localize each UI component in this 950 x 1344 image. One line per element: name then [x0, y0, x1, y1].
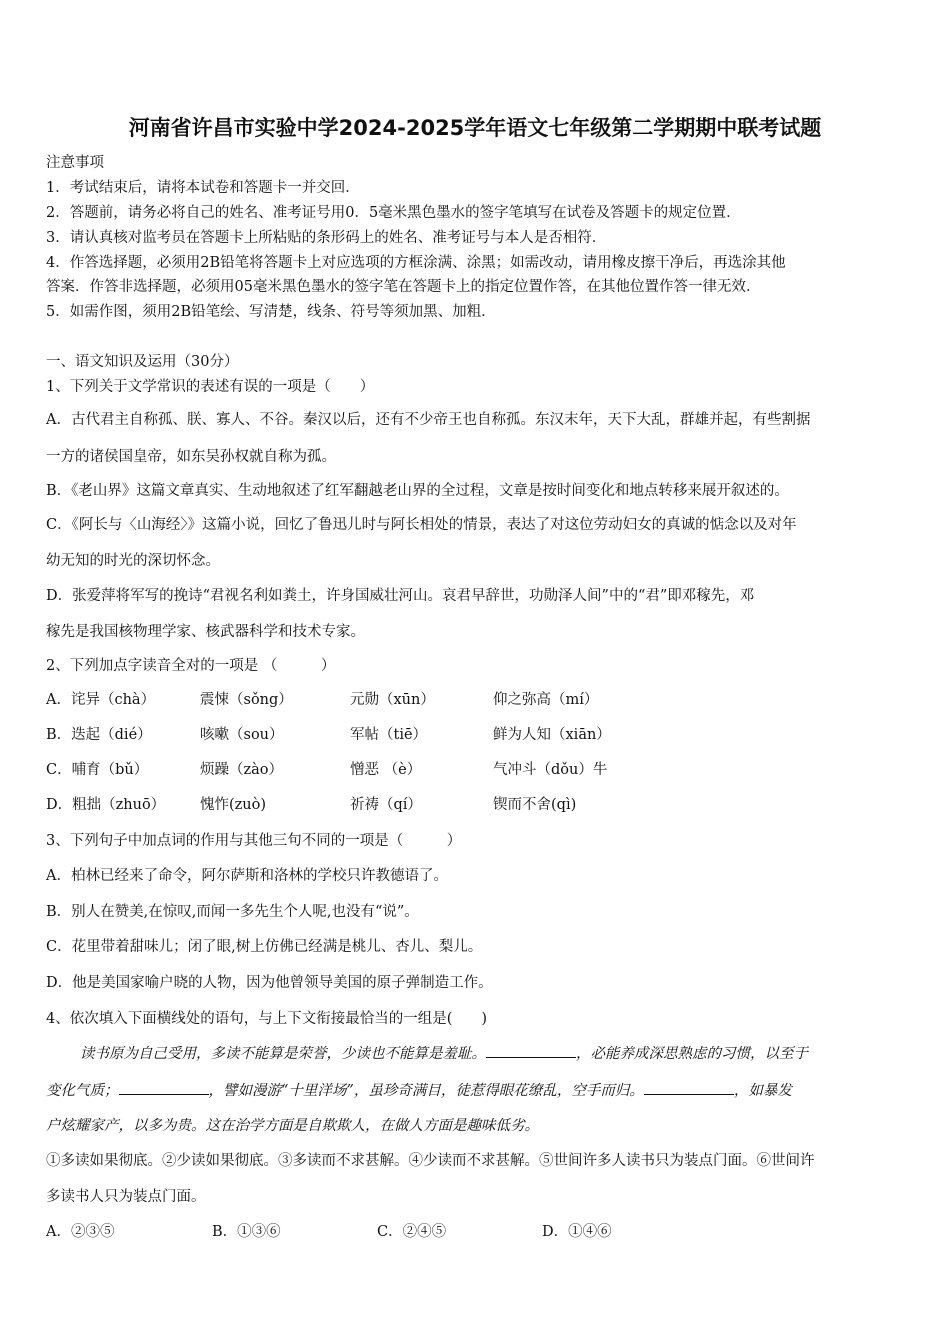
- choice-d: D．①④⑥: [542, 1224, 612, 1240]
- option-cell: 鲜为人知（xiān）: [493, 727, 611, 743]
- notice-item: 1．考试结束后，请将本试卷和答题卡一并交回．: [46, 180, 360, 196]
- fill-blank: [644, 1080, 734, 1095]
- question-4-options: ①多读如果彻底。②少读如果彻底。③多读而不求甚解。④少读而不求甚解。⑤世间许多人读书只为装点门面。⑥世间许: [46, 1153, 815, 1169]
- question-1-option-a: A．古代君主自称孤、朕、寡人、不谷。秦汉以后，还有不少帝王也自称孤。东汉末年，天下大乱，群雄并起，有些割据: [46, 412, 811, 428]
- choice-b: B．①③⑥: [212, 1224, 281, 1240]
- question-1-option-d: D．张爱萍将军写的挽诗“君视名利如粪土，许身国威壮河山。哀君早辞世，功勋泽人间”中的“君”即邓稼先，邓: [46, 588, 755, 604]
- question-2-stem: 2、下列加点字读音全对的一项是 （ ）: [46, 658, 336, 674]
- page-title: 河南省许昌市实验中学2024-2025学年语文七年级第二学期期中联考试题: [128, 116, 822, 140]
- question-3-option-c: C．花里带着甜味儿；闭了眼,树上仿佛已经满是桃儿、杏儿、梨儿。: [46, 939, 483, 955]
- question-4-options-cont: 多读书人只为装点门面。: [46, 1189, 206, 1205]
- option-cell: 憎恶 （è）: [350, 762, 422, 778]
- option-cell: A．诧异（chà）: [46, 692, 156, 708]
- question-1-stem: 1、下列关于文学常识的表述有误的一项是（ ）: [46, 379, 375, 395]
- notice-item: 2．答题前，请务必将自己的姓名、准考证号用0．5毫米黑色墨水的签字笔填写在试卷及答题卡的规定位置．: [46, 205, 741, 221]
- option-cell: D．粗拙（zhuō）: [46, 797, 166, 813]
- notice-heading: 注意事项: [46, 155, 104, 171]
- option-cell: 祈祷（qí）: [350, 797, 422, 813]
- notice-item: 3．请认真核对监考员在答题卡上所粘贴的条形码上的姓名、准考证号与本人是否相符．: [46, 230, 607, 246]
- question-1-option-a-cont: 一方的诸侯国皇帝，如东吴孙权就自称为孤。: [46, 449, 336, 465]
- passage-text: ，必能养成深思熟虑的习惯，以至于: [576, 1046, 808, 1062]
- option-cell: 震悚（sǒng）: [200, 692, 293, 708]
- question-3-option-b: B．别人在赞美,在惊叹,而闻一多先生个人呢,也没有“说”。: [46, 904, 419, 920]
- notice-item: 5．如需作图，须用2B铅笔绘、写清楚，线条、符号等须加黑、加粗．: [46, 304, 496, 320]
- choice-a: A．②③⑤: [46, 1224, 115, 1240]
- option-cell: B．迭起（dié）: [46, 727, 152, 743]
- passage-line: [80, 1043, 808, 1064]
- section-heading: 一、语文知识及运用（30分）: [46, 354, 239, 370]
- option-cell: 咳嗽（sou）: [200, 727, 284, 743]
- option-cell: 气冲斗（dǒu）牛: [493, 762, 608, 778]
- fill-blank: [486, 1043, 576, 1058]
- passage-text: 读书原为自己受用，多读不能算是荣誉，少读也不能算是羞耻。: [80, 1046, 486, 1062]
- question-1-option-c-cont: 幼无知的时光的深切怀念。: [46, 553, 220, 569]
- passage-line: [46, 1080, 792, 1101]
- question-1-option-d-cont: 稼先是我国核物理学家、核武器科学和技术专家。: [46, 624, 365, 640]
- question-1-option-c: C．《阿长与〈山海经〉》这篇小说，回忆了鲁迅儿时与阿长相处的情景，表达了对这位劳动妇女的真诚的惦念以及对年: [46, 517, 797, 533]
- passage-text: 变化气质；: [46, 1083, 119, 1099]
- passage-line: 户炫耀家产，以多为贵。这在治学方面是自欺欺人，在做人方面是趣味低劣。: [46, 1118, 539, 1134]
- fill-blank: [119, 1080, 209, 1095]
- question-3-option-a: A．柏林已经来了命令，阿尔萨斯和洛林的学校只许教德语了。: [46, 868, 448, 884]
- option-cell: 锲而不舍(qì): [493, 797, 577, 813]
- option-cell: 元勋（xūn）: [350, 692, 435, 708]
- option-cell: 愧怍(zuò): [200, 797, 267, 813]
- question-3-option-d: D．他是美国家喻户晓的人物，因为他曾领导美国的原子弹制造工作。: [46, 975, 493, 991]
- option-cell: C．哺育（bǔ）: [46, 762, 149, 778]
- question-3-stem: 3、下列句子中加点词的作用与其他三句不同的一项是（ ）: [46, 833, 462, 849]
- option-cell: 仰之弥高（mí）: [493, 692, 599, 708]
- passage-text: ，如暴发: [733, 1083, 792, 1099]
- option-cell: 军帖（tiē）: [350, 727, 428, 743]
- choice-c: C．②④⑤: [377, 1224, 447, 1240]
- question-1-option-b: B．《老山界》这篇文章真实、生动地叙述了红军翻越老山界的全过程，文章是按时间变化和地点转移来展开叙述的。: [46, 483, 789, 499]
- option-cell: 烦躁（zào）: [200, 762, 284, 778]
- passage-text: ，譬如漫游“十里洋场”，虽珍奇满目，徒惹得眼花缭乱，空手而归。: [208, 1083, 644, 1099]
- notice-item: 4．作答选择题，必须用2B铅笔将答题卡上对应选项的方框涂满、涂黑；如需改动，请用橡皮擦干净后，再选涂其他: [46, 255, 786, 271]
- question-4-stem: 4、依次填入下面横线处的语句，与上下文衔接最恰当的一组是( ): [46, 1011, 488, 1027]
- notice-item: 答案．作答非选择题，必须用05毫米黑色墨水的签字笔在答题卡上的指定位置作答，在其他位置作答一律无效．: [46, 279, 761, 295]
